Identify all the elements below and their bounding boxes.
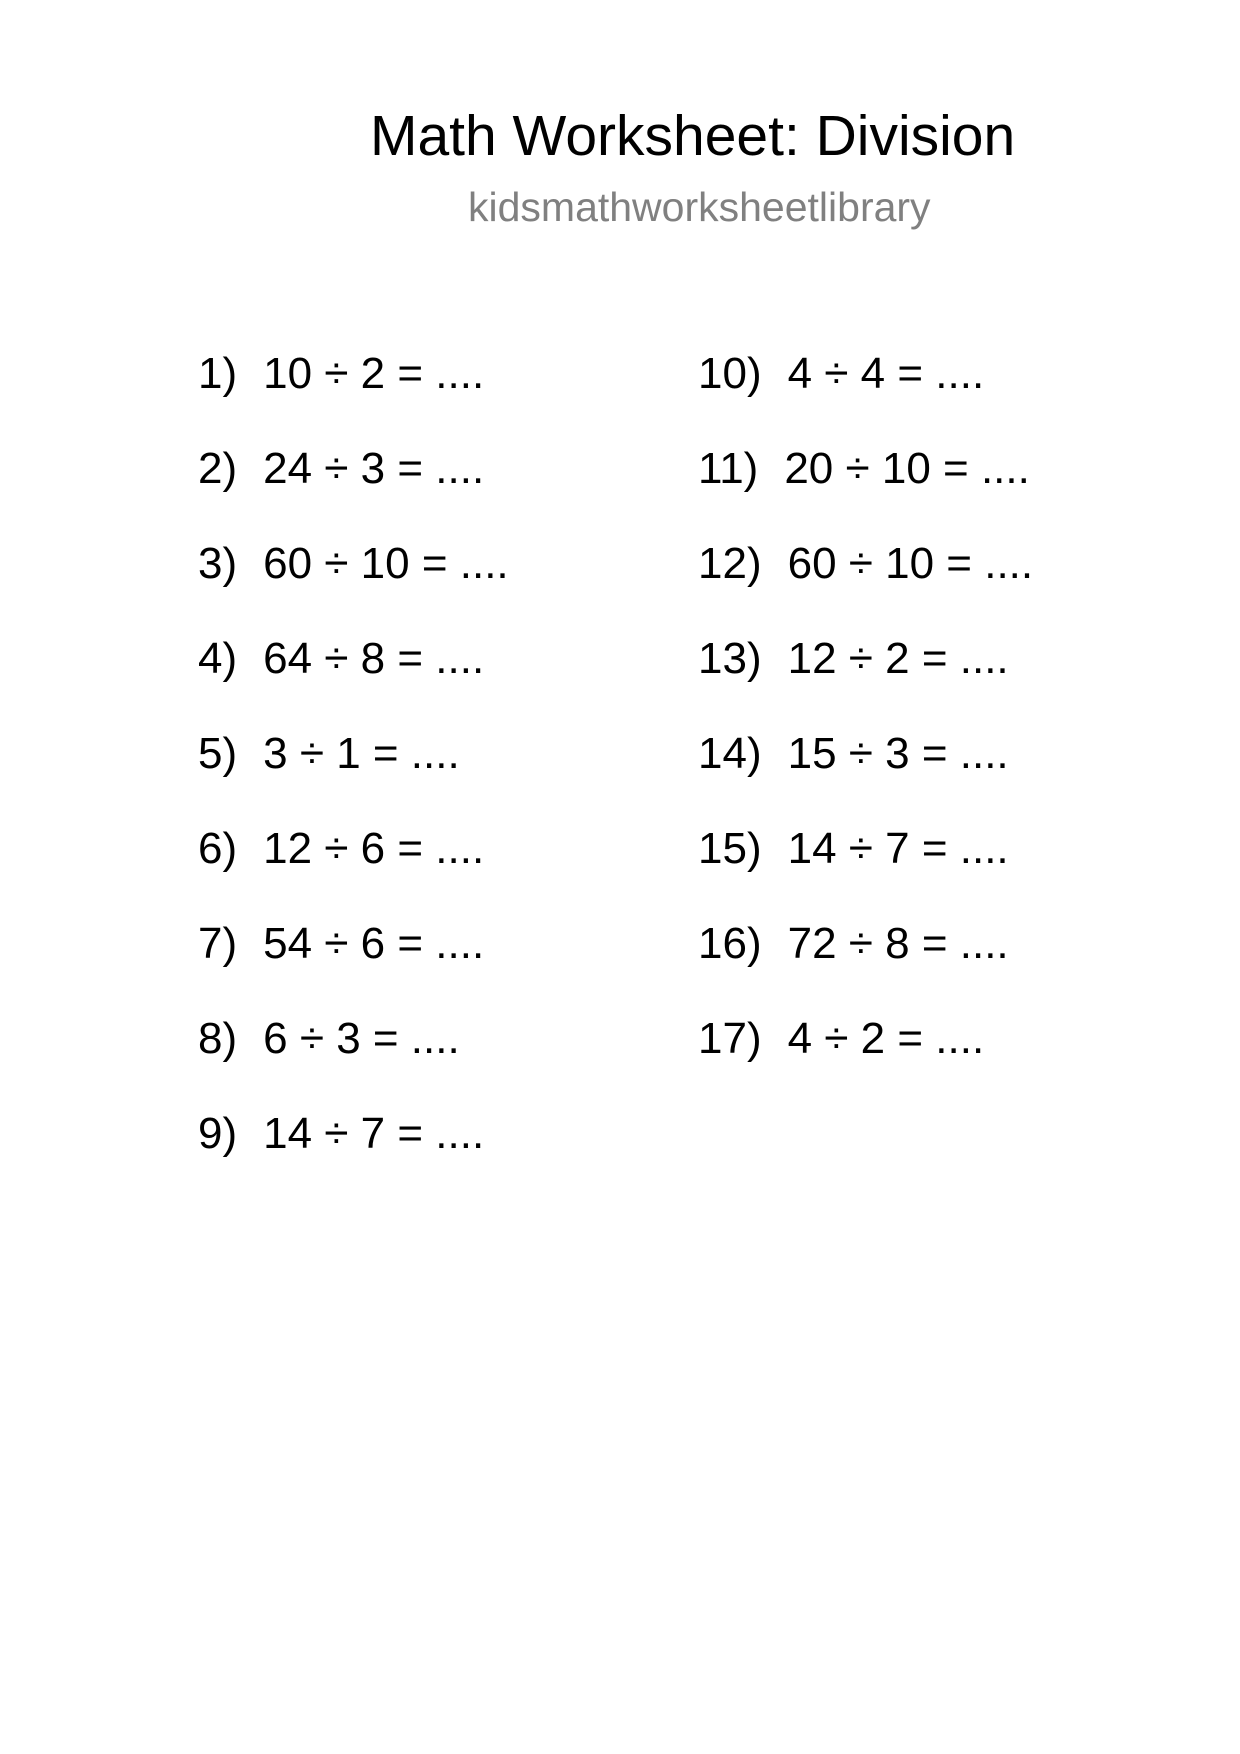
problem-expression: 14 ÷ 7 = .... [787,824,1009,873]
problem-expression: 10 ÷ 2 = .... [263,349,485,398]
problem-number: 5) [198,729,238,778]
problem-expression: 3 ÷ 1 = .... [263,729,460,778]
problem-expression: 60 ÷ 10 = .... [263,539,509,588]
problem-item [698,914,1158,1009]
problem-list-left [198,344,658,1199]
problem-number: 12) [698,539,762,588]
page-title: Math Worksheet: Division [370,104,1016,168]
problem-item [198,534,658,629]
problem-expression: 60 ÷ 10 = .... [787,539,1034,588]
problem-item [698,819,1158,914]
problem-expression: 4 ÷ 4 = .... [787,349,985,398]
problem-number: 6) [198,824,238,873]
problem-expression: 15 ÷ 3 = .... [787,729,1009,778]
problem-expression: 6 ÷ 3 = .... [263,1014,460,1063]
problem-expression: 14 ÷ 7 = .... [263,1109,485,1158]
problem-expression: 64 ÷ 8 = .... [263,634,485,683]
problem-item [698,629,1158,724]
problem-item [198,629,658,724]
problem-number: 2) [198,444,238,493]
problem-number: 7) [198,919,238,968]
problem-expression: 12 ÷ 2 = .... [787,634,1009,683]
problem-number: 17) [698,1014,762,1063]
problem-number: 1) [198,349,238,398]
problem-number: 8) [198,1014,238,1063]
problem-number: 16) [698,919,762,968]
problem-item [698,1009,1158,1104]
problem-number: 10) [698,349,762,398]
problem-item [198,1009,658,1104]
problem-item [198,914,658,1009]
problem-number: 14) [698,729,762,778]
problem-item [198,819,658,914]
problem-expression: 4 ÷ 2 = .... [787,1014,985,1063]
problem-expression: 24 ÷ 3 = .... [263,444,485,493]
problem-item [198,724,658,819]
problem-expression: 20 ÷ 10 = .... [784,444,1030,493]
problem-expression: 72 ÷ 8 = .... [787,919,1009,968]
problem-expression: 54 ÷ 6 = .... [263,919,485,968]
problem-number: 9) [198,1109,238,1158]
problem-number: 4) [198,634,238,683]
problem-number: 3) [198,539,238,588]
problem-list-right [698,344,1158,1104]
problem-item [698,439,1158,534]
page-subtitle: kidsmathworksheetlibrary [468,184,931,230]
problem-expression: 12 ÷ 6 = .... [263,824,485,873]
problem-item [698,344,1158,439]
problem-number: 11) [698,444,759,493]
problem-item [198,439,658,534]
problem-item [698,534,1158,629]
problem-item [198,344,658,439]
problem-number: 13) [698,634,762,683]
problem-item [198,1104,658,1199]
problem-item [698,724,1158,819]
problem-number: 15) [698,824,762,873]
